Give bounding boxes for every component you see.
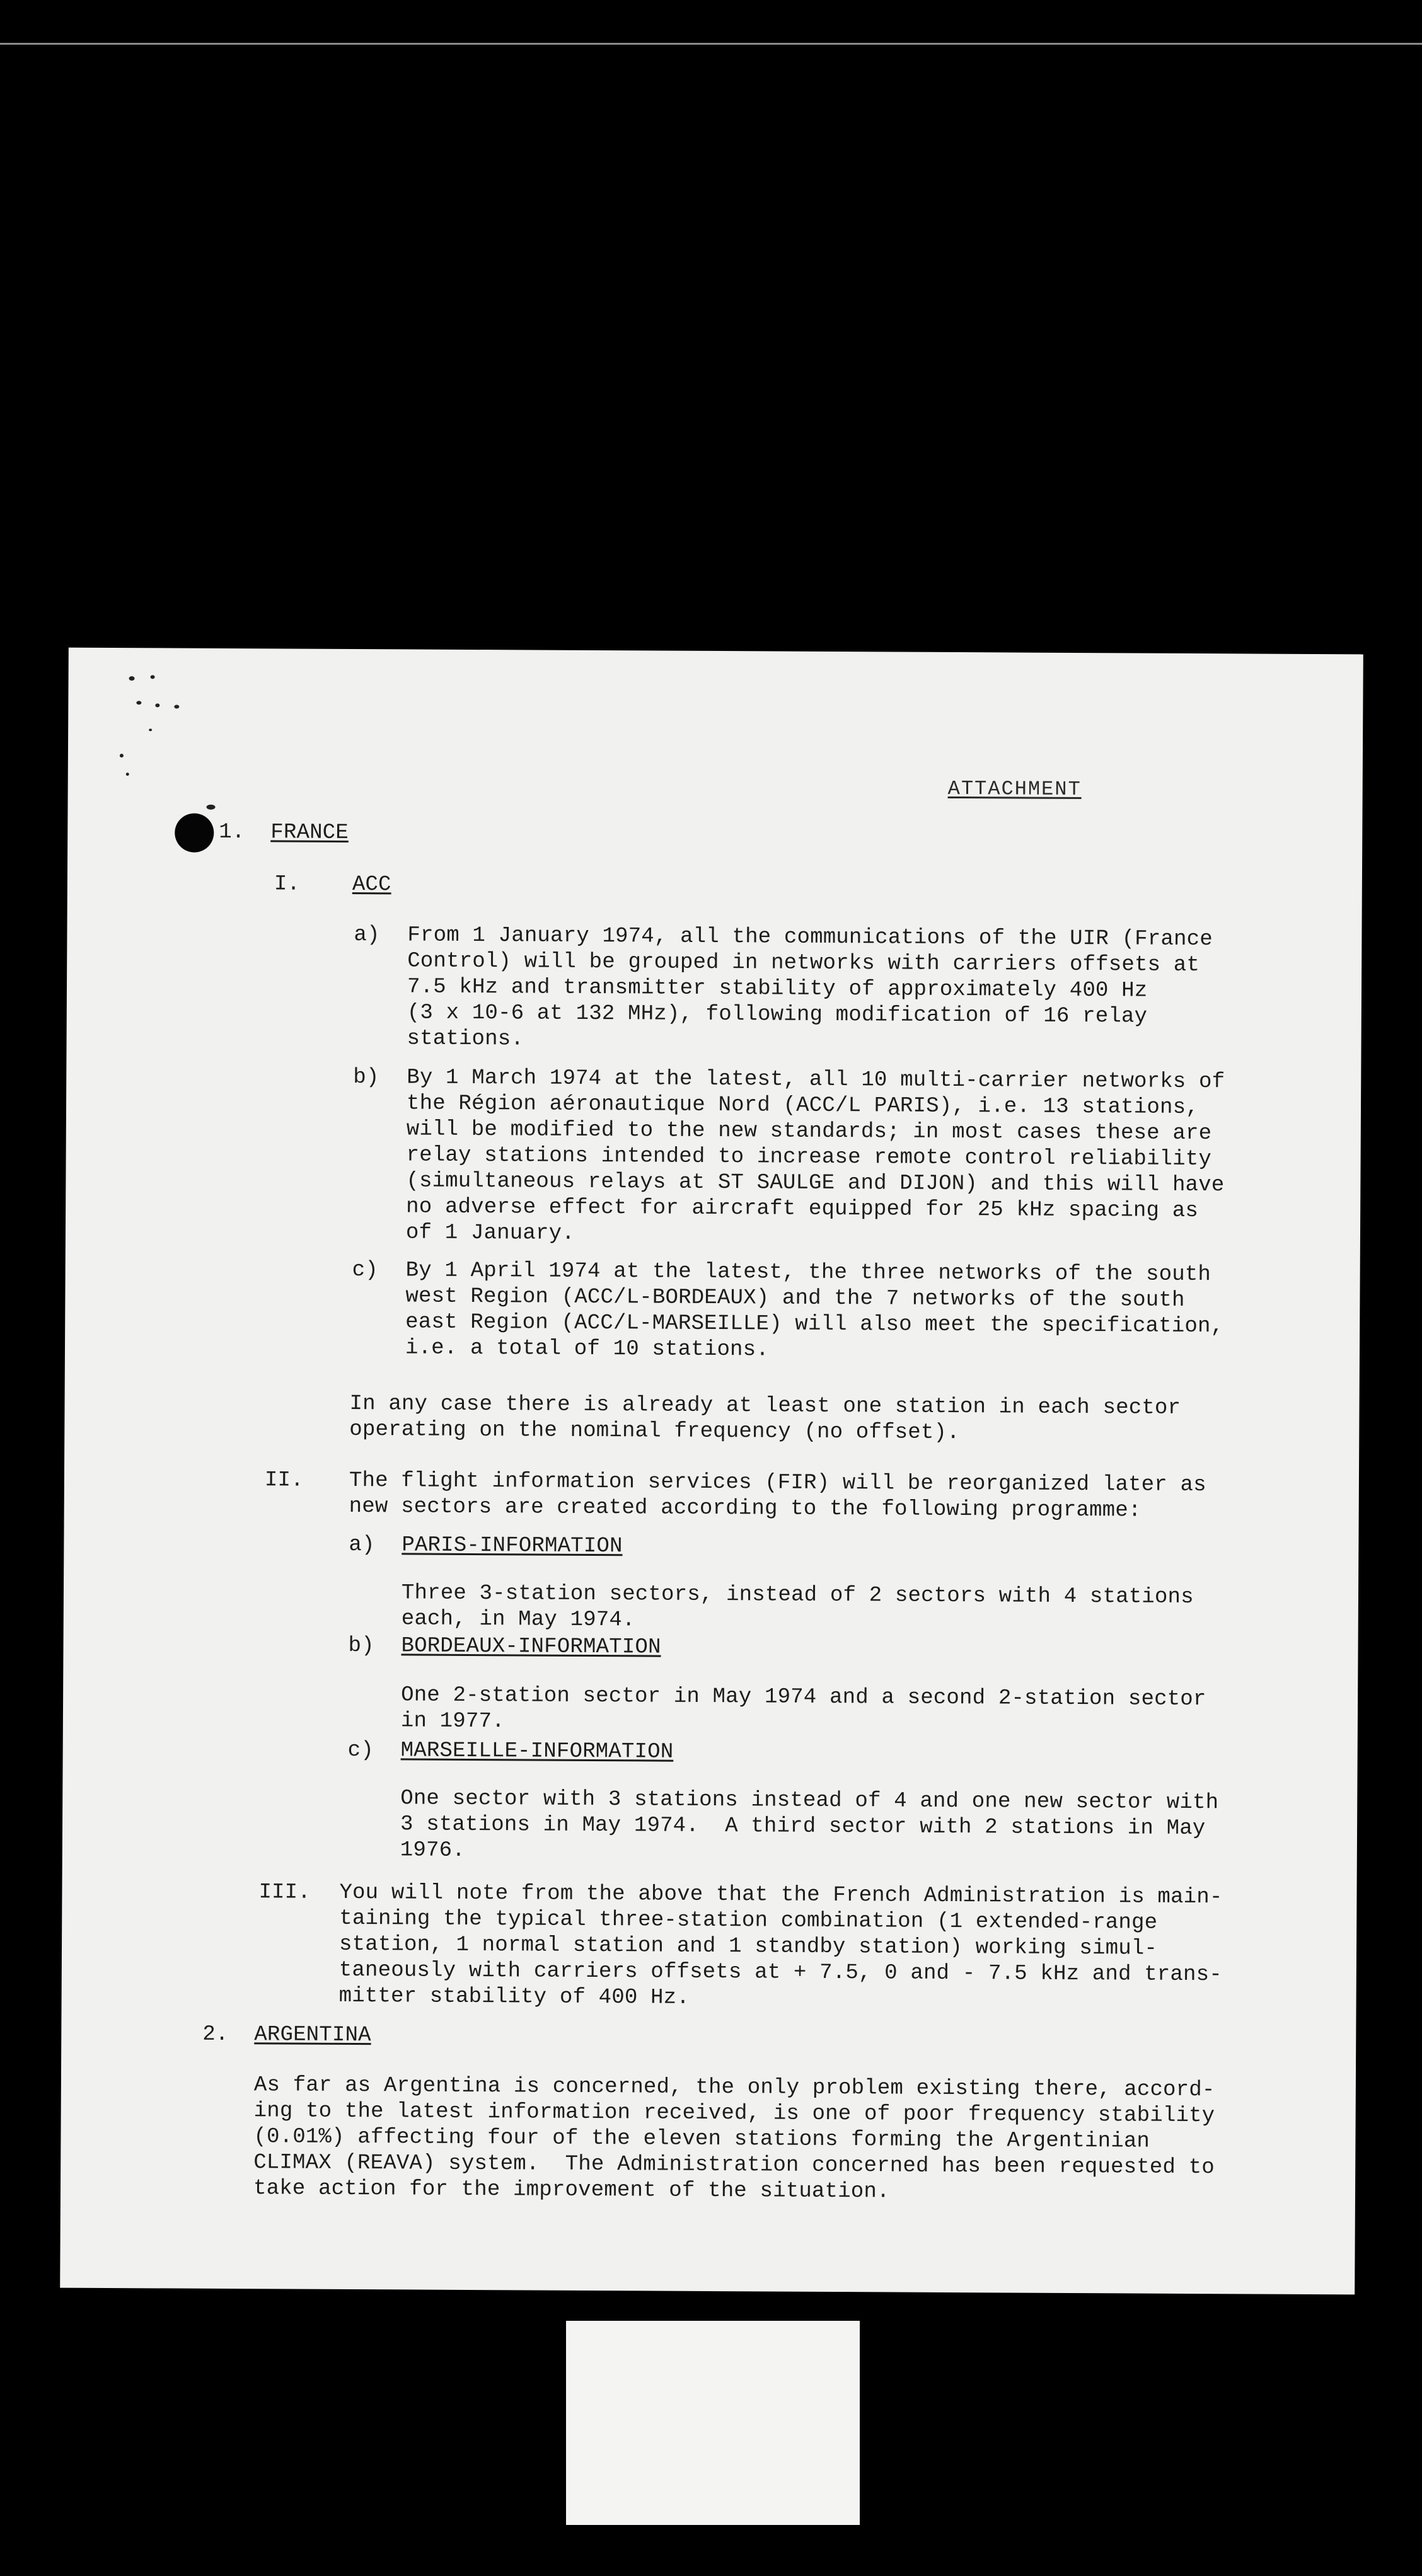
- part-ii-numeral: II.: [264, 1468, 304, 1493]
- item-ii-a-text: Three 3-station sectors, instead of 2 sectors with 4 stations each, in May 1974.: [401, 1581, 1194, 1633]
- part-iii-numeral: III.: [258, 1880, 311, 1905]
- document-page: [60, 648, 1363, 2295]
- section-2-text: As far as Argentina is concerned, the only problem existing there, accord- ing to the latest information received, is one of poor frequency stability (0.01%) affecting four of the eleven stations forming the Argentinian CLIMAX (REAVA) system. The Administration concerned has been requested to take action for the improvement of the situation.: [253, 2073, 1215, 2204]
- part-ii-intro: The flight information services (FIR) will be reorganized later as new sectors are created according to the following programme:: [349, 1468, 1206, 1523]
- page-specks: [69, 648, 1363, 655]
- part-i-closing: In any case there is already at least one station in each sector operating on the nominal frequency (no offset).: [349, 1391, 1181, 1446]
- punch-hole: [175, 814, 214, 853]
- item-ii-b-text: One 2-station sector in May 1974 and a second 2-station sector in 1977.: [400, 1683, 1206, 1734]
- item-ii-b-heading: BORDEAUX-INFORMATION: [401, 1634, 661, 1660]
- item-i-c-text: By 1 April 1974 at the latest, the three networks of the south west Region (ACC/L-BORDEAUX) and the 7 networks of the south east Region (ACC/L-MARSEILLE) will also meet the specification, i.e. a total of 10 stations.: [405, 1258, 1224, 1362]
- section-1-heading: FRANCE: [270, 820, 349, 845]
- item-i-a-text: From 1 January 1974, all the communications of the UIR (France Control) will be grouped in networks with carriers offsets at 7.5 kHz and transmitter stability of approximately 400 Hz (3 x 10-6 at 132 MHz), following modification of 16 relay stations.: [407, 923, 1213, 1052]
- section-1-number: 1.: [219, 820, 245, 845]
- part-iii-text: You will note from the above that the French Administration is main- taining the typical three-station combination (1 extended-range station, 1 normal station and 1 standby station) working simul- taneously with carriers offsets at + 7.5, 0 and - 7.5 kHz and trans- mitter stability of 400 Hz.: [338, 1880, 1223, 2010]
- section-2-number: 2.: [202, 2022, 229, 2047]
- item-ii-a-letter: a): [349, 1532, 375, 1558]
- item-i-a-letter: a): [354, 923, 380, 948]
- item-i-b-letter: b): [353, 1066, 379, 1090]
- item-ii-c-letter: c): [347, 1738, 374, 1763]
- film-edge-line: [0, 43, 1422, 45]
- item-ii-a-heading: PARIS-INFORMATION: [402, 1533, 623, 1559]
- part-i-heading: ACC: [352, 873, 391, 897]
- item-i-c-letter: c): [352, 1258, 378, 1283]
- item-ii-c-heading: MARSEILLE-INFORMATION: [400, 1739, 674, 1764]
- item-i-b-text: By 1 March 1974 at the latest, all 10 multi-carrier networks of the Région aéronautique Nord (ACC/L PARIS), i.e. 13 stations, will be modified to the new standards; in most cases these are relay stations intended to increase remote control reliability (simultaneous relays at ST SAULGE and DIJON) and this will have no adverse effect for aircraft equipped for 25 kHz spacing as of 1 January.: [405, 1066, 1225, 1246]
- film-target-card: [566, 2321, 860, 2525]
- item-ii-b-letter: b): [348, 1633, 374, 1659]
- attachment-header: ATTACHMENT: [947, 776, 1082, 802]
- section-2-heading: ARGENTINA: [254, 2023, 371, 2048]
- item-ii-c-text: One sector with 3 stations instead of 4 and one new sector with 3 stations in May 1974. A third sector with 2 stations in May 1976.: [400, 1786, 1219, 1863]
- part-i-numeral: I.: [274, 872, 301, 897]
